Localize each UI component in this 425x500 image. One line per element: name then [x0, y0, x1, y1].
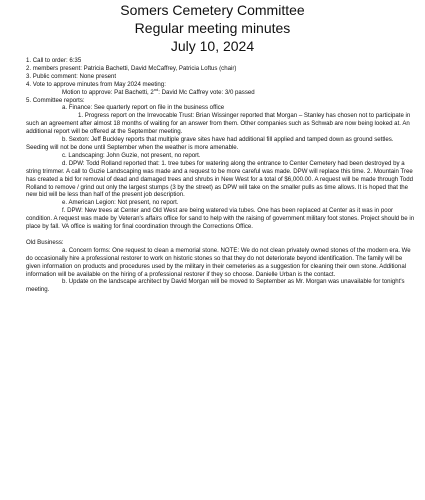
- old-business-concern-forms: a. Concern forms: One request to clean a memorial stone. NOTE: We do not clean privately owned stones of the modern era. We do occasionally hire a professional restorer to work on historic stones so that they do not deteriorate beyond identification. The family will be given information on products and procedures used by the military in their cemeteries as a suggestion for cleaning their own stone. Additional information will be available on the hiring of a professional restorer if they so choose. Danielle Urban is the contact.: [26, 246, 411, 278]
- item-motion: [26, 86, 415, 97]
- report-american-legion: e. American Legion: Not present, no report.: [62, 199, 179, 207]
- report-finance: a. Finance: See quarterly report on file in the business office: [62, 104, 225, 112]
- section-gap: [26, 231, 415, 239]
- item-committee-reports: 5. Committee reports:: [26, 96, 85, 104]
- item-public-comment: 3. Public comment: None present: [26, 72, 117, 80]
- old-business-landscape-update: b. Update on the landscape architect by David Morgan will be moved to September as Mr. Morgan was unavailable for tonight's meeting.: [26, 278, 405, 294]
- report-dpw-trees: f. DPW: New trees at Center and Old West are being watered via tubes. One has been replaced at Center as it was in poor condition. A request was made by Veteran's affairs office for sand to help with the raising of government military foot stones. Project should be in place by fall. VA office is waiting for final coordination through the Corrections Office.: [26, 207, 415, 231]
- report-landscaping: c. Landscaping: John Guzie, not present, no report.: [62, 151, 201, 159]
- report-sexton: b. Sexton: Jeff Buckley reports that multiple grave sites have had additional fill applied and tamped down as ground settles. Seeding will not be done until September when the weather is more amenable.: [26, 136, 394, 151]
- report-trust-progress: 1. Progress report on the Irrevocable Trust: Brian Wissinger reported that Morgan – Stanley has chosen not to participate in such an agreement after almost 18 months of waiting for an answer from them. Other companies such as Schwab are now being looked at. An additional report will be offered at the September meeting.: [26, 112, 411, 136]
- motion-text-a: Motion to approve: Pat Bachetti, 2: [62, 88, 154, 96]
- item-approve-minutes: 4. Vote to approve minutes from May 2024 meeting:: [26, 80, 166, 88]
- document-type-title: Regular meeting minutes: [134, 20, 291, 36]
- report-dpw-todd: d. DPW: Todd Rolland reported that: 1. tree tubes for watering along the entrance to Center Cemetery had been destroyed by a string trimmer. A call to Guzie Landscaping was made and a request to be more careful was made. DPW will replace this time. 2. Mountain Tree has created a bid for removal of dead and damaged trees and shrubs in New West for a total of $6,000.00. A request will be made through Todd Rolland to remove / grind out only the largest stumps (3 by the street) as DPW will take on the smaller pulls as time allows. It is hoped that the new bid will be less than half of the present job description.: [26, 159, 413, 199]
- old-business-heading: Old Business:: [26, 238, 64, 246]
- meeting-date: July 10, 2024: [170, 38, 255, 54]
- item-call-to-order: 1. Call to order: 6:35: [26, 57, 82, 64]
- minutes-body: [26, 57, 415, 294]
- item-members-present: 2. members present: Patricia Bachetti, David McCaffrey, Patricia Loftus (chair): [26, 64, 237, 72]
- committee-title: Somers Cemetery Committee: [120, 2, 305, 18]
- motion-text-b: : David Mc Caffrey vote: 3/0 passed: [158, 88, 255, 96]
- motion-superscript: nd: [153, 86, 159, 92]
